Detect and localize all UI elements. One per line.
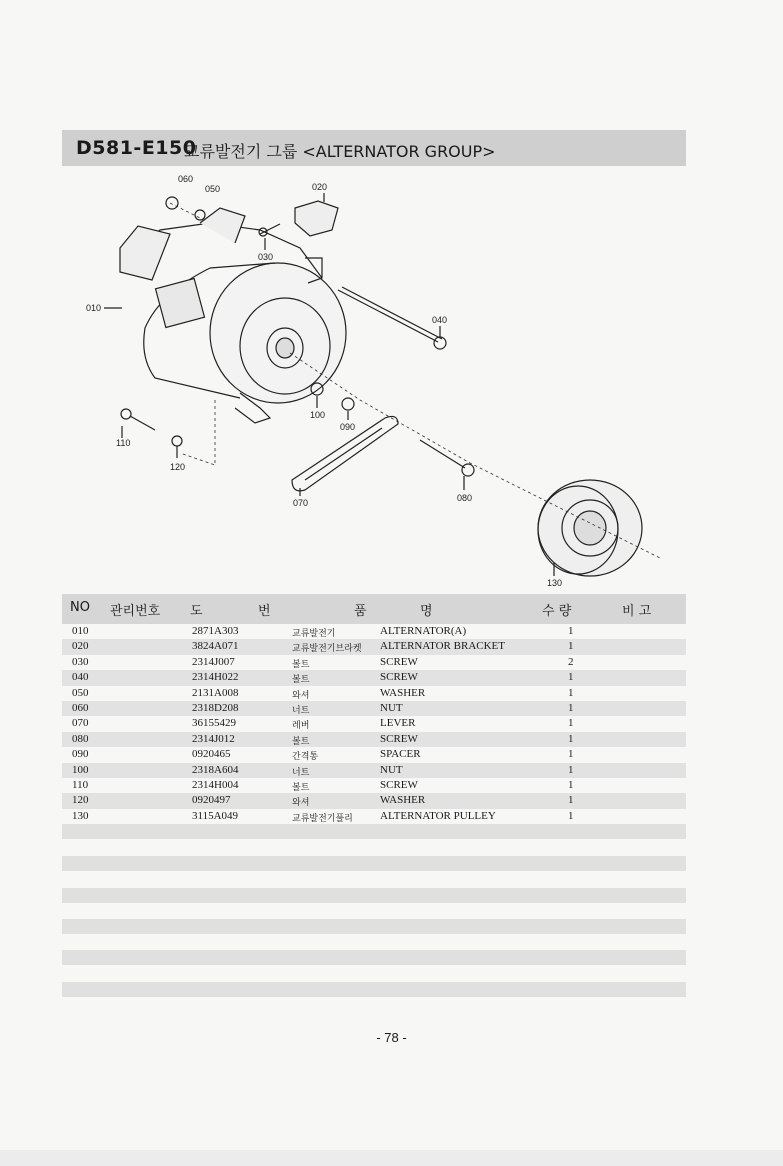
callout-010: 010: [86, 303, 102, 313]
part-no-cell: 060: [72, 701, 89, 714]
drawing-no-cell: 2318A604: [192, 763, 239, 776]
empty-row-stripe: [62, 888, 686, 903]
table-header: [62, 594, 686, 624]
empty-row-stripe: [62, 856, 686, 871]
quantity-cell: 1: [568, 671, 574, 684]
quantity-cell: 1: [568, 794, 574, 807]
english-name-cell: NUT: [380, 701, 403, 714]
part-no-cell: 100: [72, 763, 89, 776]
quantity-cell: 1: [568, 625, 574, 637]
drawing-no-cell: 2314H022: [192, 671, 239, 684]
korean-name-cell: 볼트: [292, 659, 310, 670]
korean-name-cell: 간격통: [292, 752, 319, 763]
empty-row-stripe: [62, 982, 686, 997]
english-name-cell: NUT: [380, 763, 403, 776]
korean-name-cell: 너트: [292, 705, 310, 716]
table-body: [62, 624, 686, 824]
parts-table: [62, 594, 686, 824]
drawing-no-cell: 3115A049: [192, 809, 239, 822]
header-qty: 수 량: [542, 604, 572, 619]
quantity-cell: 1: [568, 778, 574, 791]
part-no-cell: 110: [72, 778, 89, 791]
header-drawing-1: 도: [190, 604, 203, 619]
part-no-cell: 040: [72, 671, 89, 684]
empty-row-stripe: [62, 919, 686, 934]
english-name-cell: ALTERNATOR BRACKET: [380, 640, 505, 653]
english-name-cell: SCREW: [380, 778, 418, 791]
part-no-cell: 090: [72, 748, 89, 761]
english-name-cell: SPACER: [380, 748, 421, 761]
drawing-no-cell: 2314J012: [192, 732, 235, 745]
table-row: [62, 716, 686, 731]
page-number: - 78 -: [376, 1030, 407, 1045]
part-no-cell: 030: [72, 655, 89, 668]
quantity-cell: 1: [568, 732, 574, 745]
part-no-cell: 120: [72, 794, 89, 807]
korean-name-cell: 교류발전기브라켓: [292, 644, 362, 655]
callout-090: 090: [340, 422, 356, 432]
empty-row-stripe: [62, 824, 686, 839]
callout-040: 040: [432, 315, 448, 325]
part-no-cell: 020: [72, 640, 89, 653]
english-name-cell: ALTERNATOR PULLEY: [380, 809, 496, 822]
group-code: D581-E150: [76, 137, 197, 159]
drawing-no-cell: 36155429: [192, 717, 236, 730]
english-name-cell: LEVER: [380, 717, 416, 730]
table-row: [62, 778, 686, 793]
korean-name-cell: 교류발전기풀리: [292, 813, 353, 824]
exploded-parts-diagram: [60, 168, 690, 593]
drawing-no-cell: 2131A008: [192, 686, 239, 699]
table-row: [62, 793, 686, 808]
callout-060: 060: [178, 174, 194, 184]
drawing-no-cell: 0920497: [192, 794, 231, 807]
table-row: [62, 624, 686, 639]
korean-name-cell: 와셔: [292, 690, 310, 701]
english-name-cell: ALTERNATOR(A): [380, 625, 467, 637]
korean-name-cell: 볼트: [292, 782, 310, 793]
drawing-no-cell: 2314H004: [192, 778, 239, 791]
quantity-cell: 1: [568, 640, 574, 653]
korean-name-cell: 볼트: [292, 675, 310, 686]
callout-030: 030: [258, 252, 274, 262]
table-row: [62, 670, 686, 685]
table-row: [62, 639, 686, 654]
part-no-cell: 070: [72, 717, 89, 730]
drawing-no-cell: 2318D208: [192, 701, 239, 714]
quantity-cell: 1: [568, 809, 574, 822]
drawing-no-cell: 0920465: [192, 748, 231, 761]
english-name-cell: WASHER: [380, 794, 426, 807]
callout-070: 070: [293, 498, 309, 508]
quantity-cell: 1: [568, 701, 574, 714]
english-name-cell: SCREW: [380, 732, 418, 745]
korean-name-cell: 볼트: [292, 736, 310, 747]
callout-120: 120: [170, 462, 186, 472]
callout-130: 130: [547, 578, 563, 588]
part-no-cell: 010: [72, 625, 89, 637]
callout-110: 110: [116, 438, 131, 448]
group-title: 교류발전기 그룹 <ALTERNATOR GROUP>: [184, 142, 496, 161]
table-row: [62, 686, 686, 701]
english-name-cell: WASHER: [380, 686, 426, 699]
header-no: NO: [70, 600, 90, 615]
table-row: [62, 701, 686, 716]
header-mgmt-no: 관리번호: [110, 604, 161, 619]
korean-name-cell: 교류발전기: [292, 629, 336, 639]
callout-100: 100: [310, 410, 326, 420]
header-name-1: 품: [354, 604, 367, 619]
quantity-cell: 2: [568, 655, 574, 668]
drawing-no-cell: 2871A303: [192, 625, 239, 637]
quantity-cell: 1: [568, 686, 574, 699]
callout-050: 050: [205, 184, 221, 194]
quantity-cell: 1: [568, 748, 574, 761]
callout-080: 080: [457, 493, 473, 503]
header-drawing-2: 번: [258, 604, 271, 619]
header-remark: 비 고: [622, 604, 652, 619]
table-row: [62, 655, 686, 670]
table-row: [62, 763, 686, 778]
korean-name-cell: 너트: [292, 767, 310, 778]
page-bottom-edge: [0, 1150, 783, 1166]
korean-name-cell: 레버: [292, 721, 310, 732]
table-row: [62, 809, 686, 824]
part-no-cell: 050: [72, 686, 89, 699]
quantity-cell: 1: [568, 763, 574, 776]
drawing-no-cell: 2314J007: [192, 655, 235, 668]
table-row: [62, 732, 686, 747]
part-no-cell: 130: [72, 809, 89, 822]
empty-row-stripe: [62, 950, 686, 965]
quantity-cell: 1: [568, 717, 574, 730]
korean-name-cell: 와셔: [292, 798, 310, 809]
table-row: [62, 747, 686, 762]
english-name-cell: SCREW: [380, 655, 418, 668]
callout-020: 020: [312, 182, 328, 192]
part-no-cell: 080: [72, 732, 89, 745]
drawing-no-cell: 3824A071: [192, 640, 239, 653]
header-name-2: 명: [420, 604, 433, 619]
english-name-cell: SCREW: [380, 671, 418, 684]
